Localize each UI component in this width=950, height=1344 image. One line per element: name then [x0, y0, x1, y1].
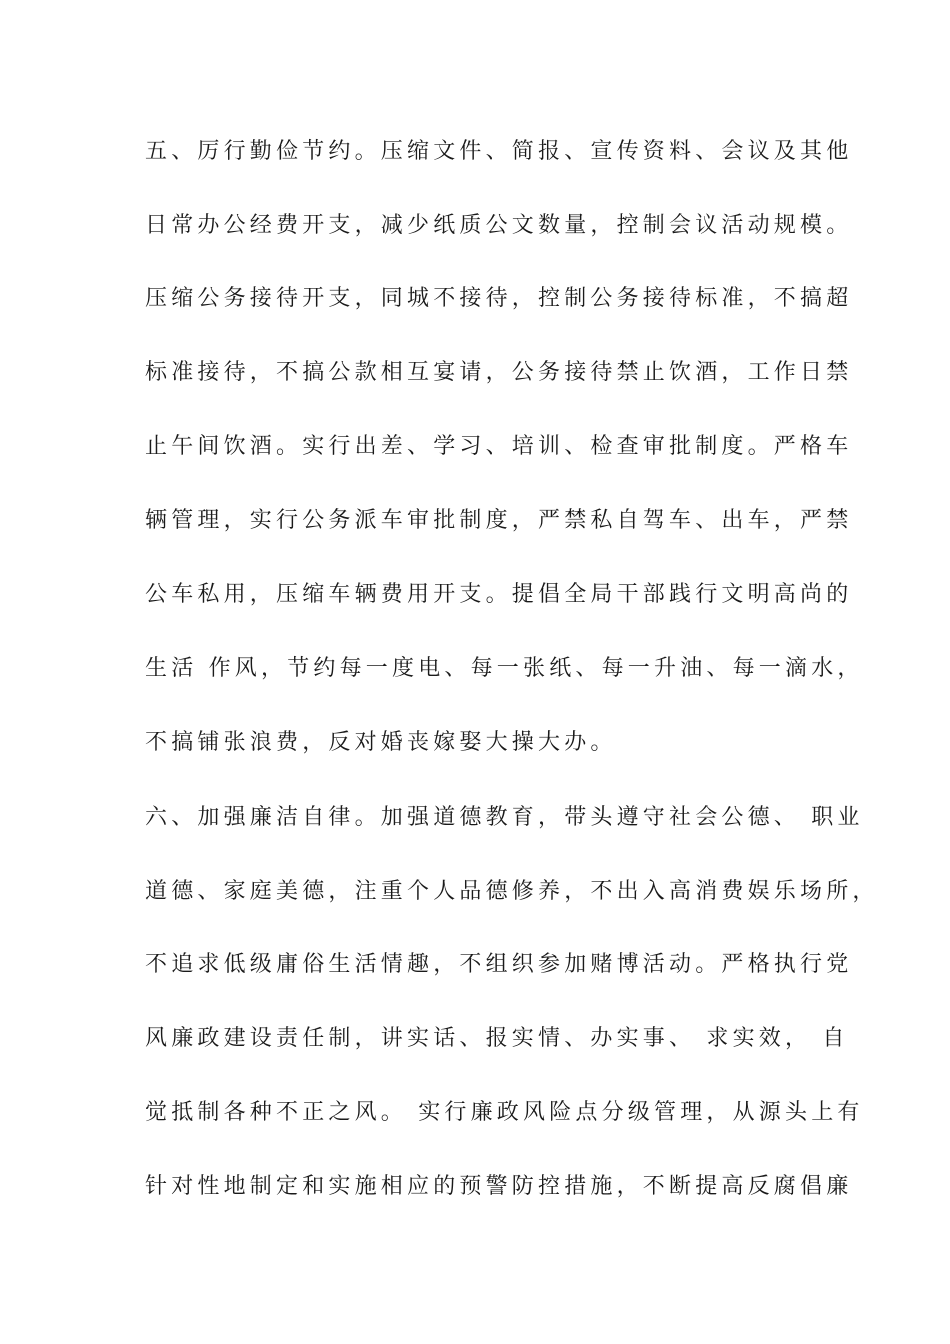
text-line: 觉抵制各种不正之风。 实行廉政风险点分级管理，从源头上有 [145, 1100, 864, 1125]
text-line: 风廉政建设责任制，讲实话、报实情、办实事、 求实效， 自 [145, 1026, 849, 1051]
text-line: 不搞铺张浪费，反对婚丧嫁娶大操大办。 [145, 730, 617, 755]
text-line: 不追求低级庸俗生活情趣，不组织参加赌博活动。严格执行党 [145, 952, 853, 977]
text-line: 止午间饮酒。实行出差、学习、培训、检查审批制度。严格车 [145, 434, 853, 459]
text-line: 五、厉行勤俭节约。压缩文件、简报、宣传资料、会议及其他 [145, 139, 853, 164]
text-line: 压缩公务接待开支，同城不接待，控制公务接待标准，不搞超 [145, 286, 853, 311]
text-line: 道德、家庭美德，注重个人品德修养，不出入高消费娱乐场所， [145, 879, 879, 904]
text-line: 公车私用，压缩车辆费用开支。提倡全局干部践行文明高尚的 [145, 582, 853, 607]
text-line: 针对性地制定和实施相应的预警防控措施，不断提高反腐倡廉 [145, 1174, 853, 1199]
text-line: 六、加强廉洁自律。加强道德教育，带头遵守社会公德、 职业 [145, 805, 864, 830]
text-line: 日常办公经费开支，减少纸质公文数量，控制会议活动规模。 [145, 213, 853, 238]
text-line: 辆管理，实行公务派车审批制度，严禁私自驾车、出车，严禁 [145, 508, 853, 533]
text-line: 生活 作风，节约每一度电、每一张纸、每一升油、每一滴水， [145, 656, 864, 681]
text-line: 标准接待，不搞公款相互宴请，公务接待禁止饮酒，工作日禁 [145, 360, 853, 385]
